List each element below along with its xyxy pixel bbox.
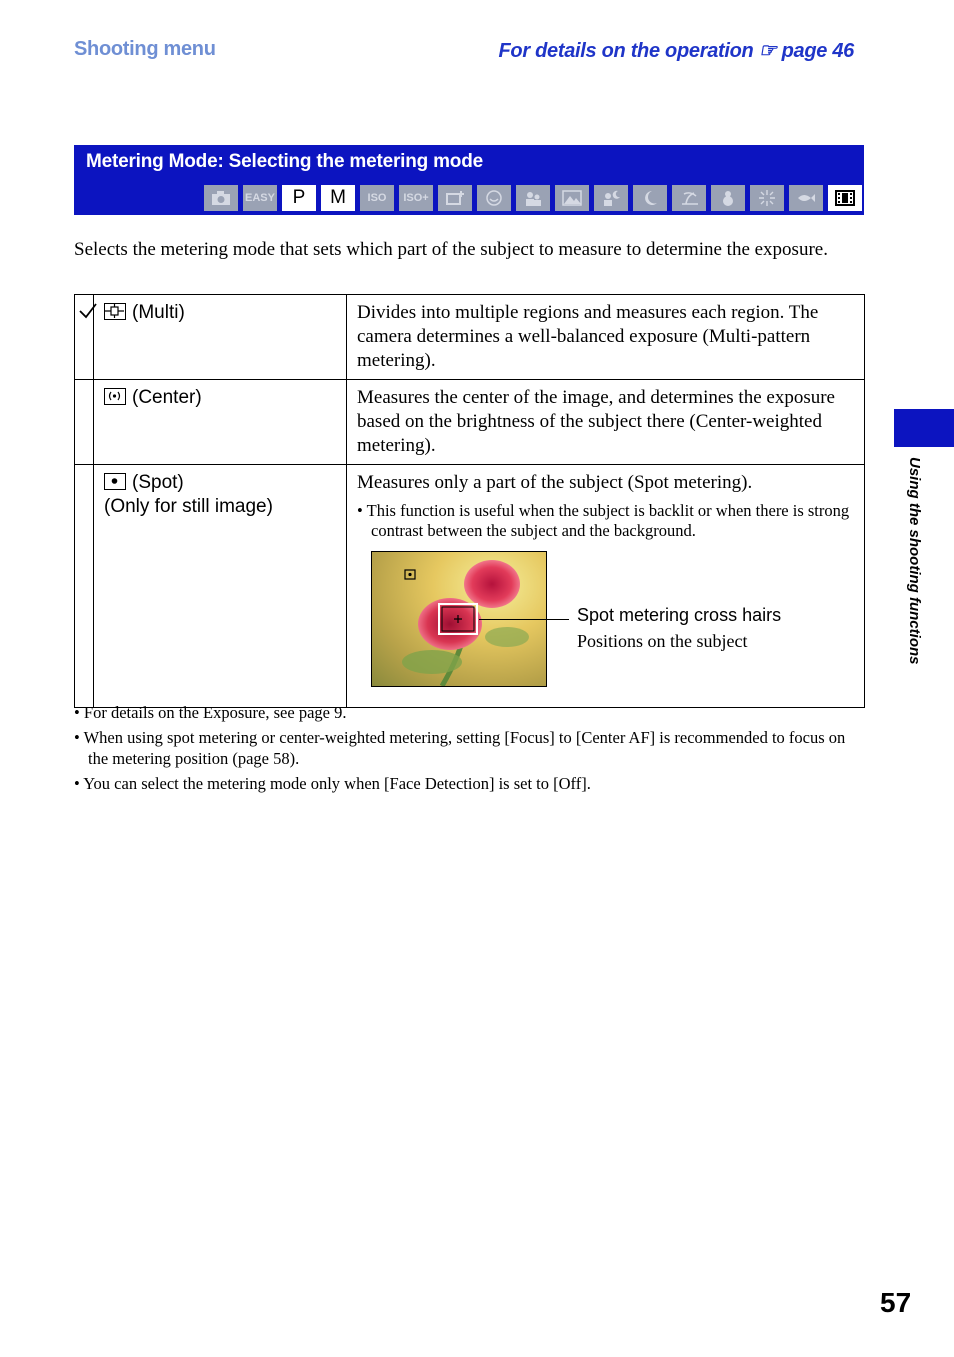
snow-icon [711, 185, 745, 211]
callout-description: Positions on the subject [577, 631, 748, 651]
movie-icon [828, 185, 862, 211]
beach-icon [672, 185, 706, 211]
details-reference: For details on the operation ☞ page 46 [498, 40, 854, 62]
title-banner [74, 145, 864, 215]
section-header: Shooting menu [74, 38, 216, 60]
iso-plus-icon: ISO+ [399, 185, 433, 211]
mode-name-cell [94, 295, 347, 380]
twilight-portrait-icon [594, 185, 628, 211]
easy-icon: EASY [243, 185, 277, 211]
mode-name-note: (Only for still image) [104, 496, 273, 517]
chapter-title: Using the shooting functions [906, 457, 923, 665]
callout-line [479, 619, 569, 620]
portrait-icon [516, 185, 550, 211]
twilight-icon [633, 185, 667, 211]
soft-snap-icon [438, 185, 472, 211]
underwater-icon [789, 185, 823, 211]
tip-text: This function is useful when the subject is backlit or when there is strong contrast between the subject and the background. [366, 501, 850, 540]
chapter-tab [894, 409, 954, 447]
mode-description: Measures only a part of the subject (Spot metering). [357, 472, 753, 493]
mode-name: (Spot) [132, 472, 184, 493]
mode-name-cell [94, 465, 347, 708]
table-row [75, 380, 865, 465]
p-mode-icon: P [282, 185, 316, 211]
table-row [75, 295, 865, 380]
fireworks-icon [750, 185, 784, 211]
default-check-cell [75, 380, 94, 465]
m-mode-icon: M [321, 185, 355, 211]
note-text: When using spot metering or center-weighted metering, setting [Focus] to [Center AF] is recommended to focus on the metering position (page 58). [83, 728, 846, 768]
mode-name: (Center) [132, 387, 202, 408]
note-text: For details on the Exposure, see page 9. [83, 703, 347, 722]
list-item: • You can select the metering mode only when [Face Detection] is set to [Off]. [74, 774, 591, 793]
tip-bullet: • This function is useful when the subject is backlit or when there is strong contrast between the subject and the background. [357, 501, 850, 540]
page-number: 57 [880, 1287, 912, 1318]
notes-list [74, 702, 866, 798]
note-text: You can select the metering mode only when [Face Detection] is set to [Off]. [83, 774, 591, 793]
mode-description: Divides into multiple regions and measures each region. The camera determines a well-balanced exposure (Multi-pattern metering). [347, 295, 865, 380]
metering-mode-table [74, 294, 865, 708]
smile-icon [477, 185, 511, 211]
shooting-mode-icons [204, 185, 862, 211]
page-title: Metering Mode: Selecting the metering mode [86, 151, 483, 172]
landscape-icon [555, 185, 589, 211]
mode-description: Measures the center of the image, and determines the exposure based on the brightness of the subject there (Center-weighted metering). [347, 380, 865, 465]
mode-name-cell [94, 380, 347, 465]
default-check-cell [75, 295, 94, 380]
center-metering-icon [104, 388, 126, 405]
mode-name: (Multi) [132, 302, 185, 323]
intro-text: Selects the metering mode that sets which part of the subject to measure to determine the exposure. [74, 239, 828, 260]
spot-metering-icon [104, 473, 126, 490]
callout-label: Spot metering cross hairs [577, 605, 782, 625]
mode-description-cell [347, 465, 865, 708]
list-item: • For details on the Exposure, see page 9. [74, 703, 347, 722]
default-check-icon [79, 303, 97, 319]
list-item: • When using spot metering or center-weighted metering, setting [Focus] to [Center AF] is recommended to focus on the metering position (page 58). [74, 728, 846, 768]
iso-icon: ISO [360, 185, 394, 211]
default-check-cell [75, 465, 94, 708]
spot-example [357, 551, 854, 701]
camera-icon [204, 185, 238, 211]
multi-metering-icon [104, 303, 126, 320]
table-row [75, 465, 865, 708]
